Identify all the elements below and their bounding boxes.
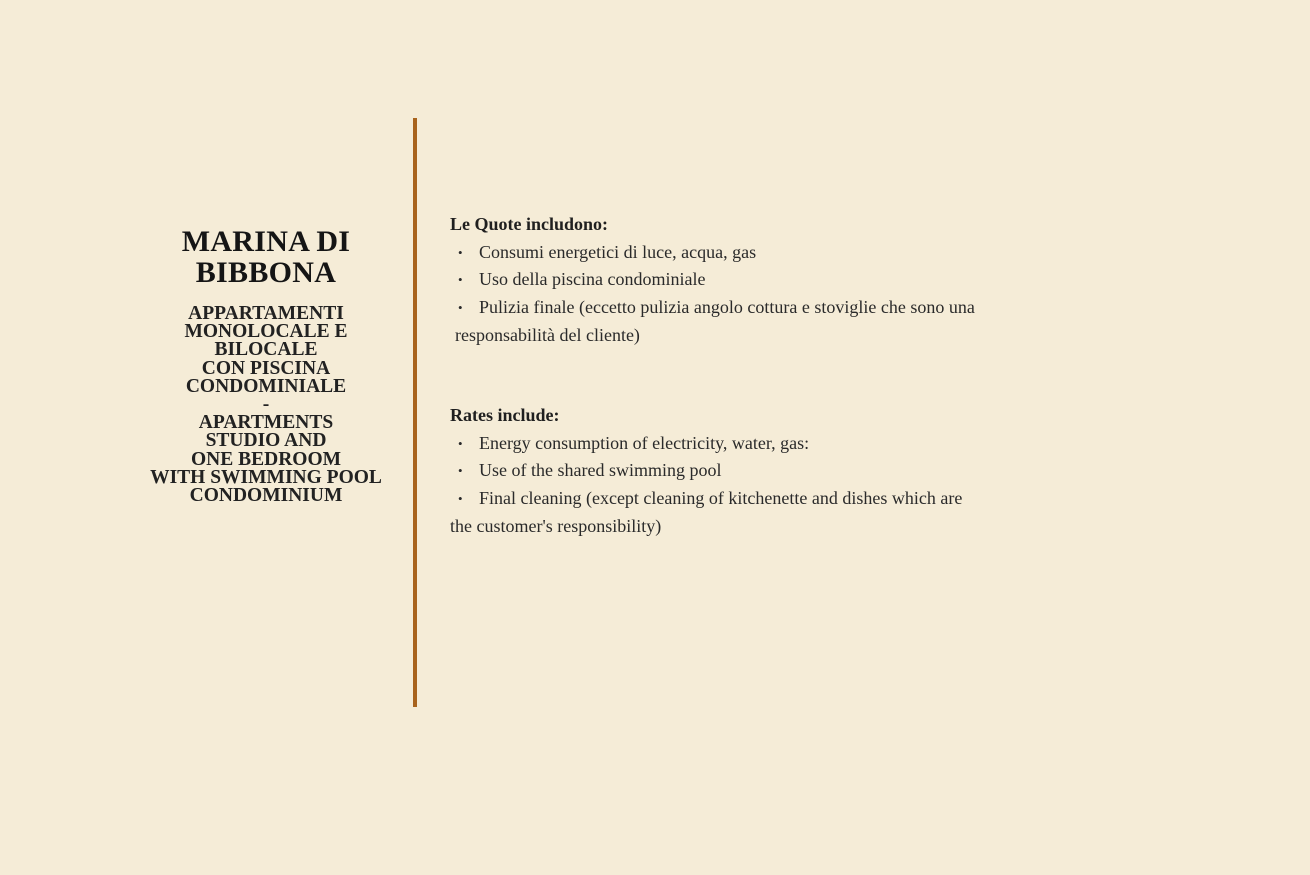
page-title [128, 226, 404, 288]
subtitle-line: CON PISCINA [201, 357, 331, 379]
list-item-text: Final cleaning (except cleaning of kitchenette and dishes which are [479, 488, 963, 509]
list-item [450, 457, 1150, 485]
list-item-text: Use of the shared swimming pool [479, 460, 722, 481]
list-item-text: Energy consumption of electricity, water, gas: [479, 432, 810, 453]
title-line: BIBBONA [195, 256, 337, 289]
list-item [450, 485, 1150, 513]
title-line: MARINA DI [181, 225, 351, 258]
list-item [450, 239, 1150, 267]
bullet-icon: • [458, 272, 463, 288]
subtitle-line: APPARTAMENTI [188, 303, 344, 324]
italian-rates-section [450, 211, 1150, 350]
bullet-icon: • [458, 244, 463, 260]
list-item-continuation: responsabilità del cliente) [455, 324, 640, 345]
subtitle-line: MONOLOCALE E [184, 321, 348, 343]
subtitle-line: - [262, 394, 270, 416]
english-heading: Rates include: [450, 405, 560, 425]
list-item [450, 294, 1150, 322]
subtitle-line: STUDIO AND [205, 430, 327, 452]
list-item-continuation: the customer's responsibility) [450, 515, 662, 536]
bullet-icon: • [458, 463, 463, 479]
subtitle-line: WITH SWIMMING POOL [150, 466, 382, 488]
subtitle-line: CONDOMINIALE [185, 375, 347, 397]
list-item [450, 266, 1150, 294]
bullet-icon: • [458, 491, 463, 507]
list-item-text: Pulizia finale (eccetto pulizia angolo cottura e stoviglie che sono una [479, 297, 975, 318]
subtitle-line: BILOCALE [214, 339, 318, 361]
subtitle-line: ONE BEDROOM [190, 448, 342, 470]
bullet-icon: • [458, 300, 463, 316]
list-item-text: Consumi energetici di luce, acqua, gas [479, 241, 757, 262]
list-item [450, 430, 1150, 458]
bullet-icon: • [458, 435, 463, 451]
list-item-text: Uso della piscina condominiale [479, 269, 706, 290]
subtitle [128, 305, 404, 505]
subtitle-line: APARTMENTS [198, 412, 334, 434]
vertical-divider [413, 118, 417, 707]
italian-heading: Le Quote includono: [450, 214, 609, 234]
english-rates-section [450, 402, 1150, 541]
subtitle-line: CONDOMINIUM [189, 485, 343, 507]
title-block [128, 226, 404, 505]
